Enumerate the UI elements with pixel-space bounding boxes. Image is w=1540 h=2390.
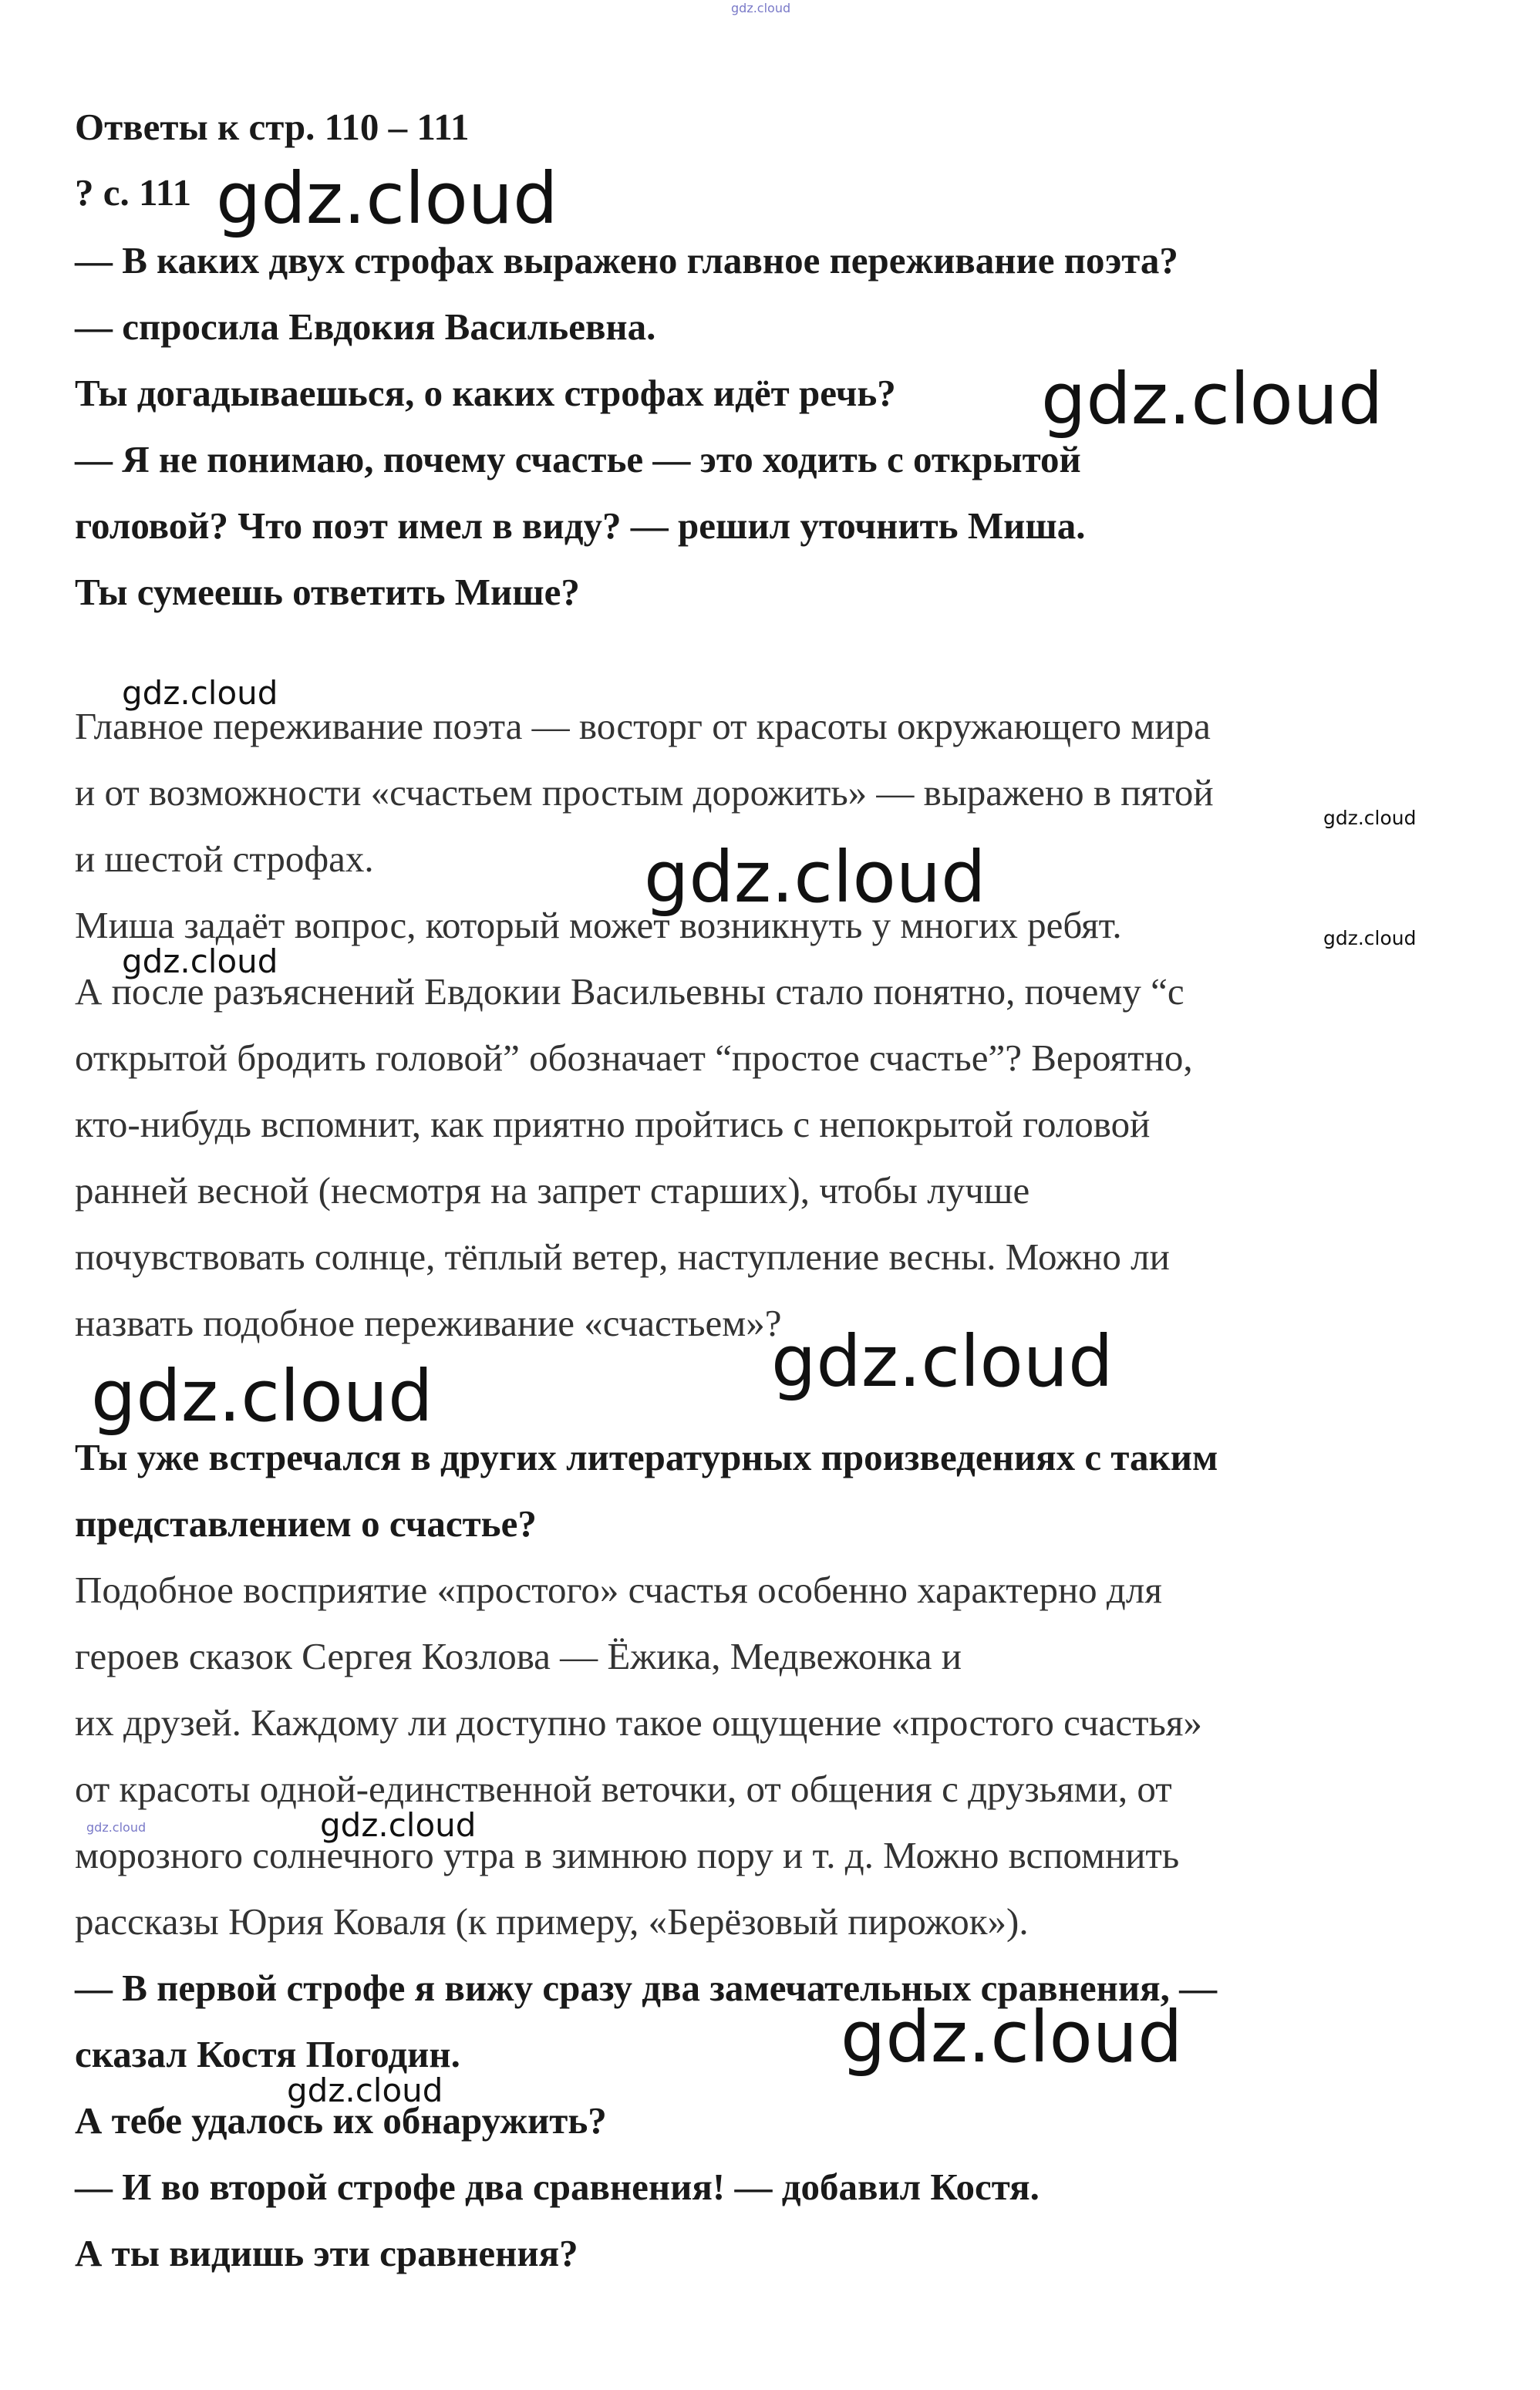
watermark: gdz.cloud: [771, 1320, 1114, 1403]
watermark: gdz.cloud: [86, 1820, 147, 1835]
watermark: gdz.cloud: [320, 1806, 477, 1844]
question-line: Ты сумеешь ответить Мише?: [75, 571, 580, 613]
question-line: головой? Что поэт имел в виду? — решил уточнить Миша.: [75, 504, 1086, 547]
watermark: gdz.cloud: [216, 157, 558, 240]
watermark: gdz.cloud: [1041, 358, 1383, 440]
watermark: gdz.cloud: [91, 1355, 433, 1438]
answer-line: кто-нибудь вспомнит, как приятно пройтись с непокрытой головой: [75, 1103, 1151, 1145]
answer-line: и от возможности «счастьем простым дорожить» — выражено в пятой: [75, 771, 1214, 814]
watermark: gdz.cloud: [841, 1996, 1183, 2078]
answer-line: их друзей. Каждому ли доступно такое ощущение «простого счастья»: [75, 1701, 1202, 1744]
answer-line: от красоты одной-единственной веточки, от общения с друзьями, от: [75, 1768, 1172, 1810]
watermark: gdz.cloud: [731, 1, 791, 15]
answer-line: почувствовать солнце, тёплый ветер, наступление весны. Можно ли: [75, 1235, 1170, 1278]
watermark: gdz.cloud: [644, 836, 986, 919]
question-line: — В каких двух строфах выражено главное переживание поэта?: [75, 239, 1178, 281]
watermark: gdz.cloud: [122, 674, 278, 712]
watermark: gdz.cloud: [1323, 807, 1417, 829]
answer-line: ранней весной (несмотря на запрет старших), чтобы лучше: [75, 1169, 1030, 1212]
question-line: А ты видишь эти сравнения?: [75, 2232, 578, 2274]
page-title: Ответы к стр. 110 – 111: [75, 106, 470, 148]
answer-line: героев сказок Сергея Козлова — Ёжика, Медвежонка и: [75, 1635, 962, 1677]
answer-line: назвать подобное переживание «счастьем»?: [75, 1302, 782, 1344]
answer-line: открытой бродить головой” обозначает “простое счастье”? Вероятно,: [75, 1037, 1193, 1079]
question-line: представлением о счастье?: [75, 1502, 537, 1545]
question-reference: ? с. 111: [75, 171, 192, 214]
question-line: Ты догадываешься, о каких строфах идёт речь?: [75, 372, 896, 414]
watermark: gdz.cloud: [1323, 927, 1417, 949]
answer-line: Миша задаёт вопрос, который может возникнуть у многих ребят.: [75, 904, 1122, 946]
answer-line: А после разъяснений Евдокии Васильевны стало понятно, почему “с: [75, 970, 1184, 1013]
question-line: сказал Костя Погодин.: [75, 2033, 460, 2075]
watermark: gdz.cloud: [287, 2071, 443, 2109]
question-line: — Я не понимаю, почему счастье — это ходить с открытой: [75, 438, 1081, 480]
answer-line: рассказы Юрия Коваля (к примеру, «Берёзовый пирожок»).: [75, 1900, 1029, 1943]
answer-line: и шестой строфах.: [75, 838, 374, 880]
question-line: — В первой строфе я вижу сразу два замечательных сравнения, —: [75, 1967, 1218, 2009]
answer-line: Подобное восприятие «простого» счастья особенно характерно для: [75, 1569, 1162, 1611]
question-line: — И во второй строфе два сравнения! — добавил Костя.: [75, 2166, 1040, 2208]
question-line: — спросила Евдокия Васильевна.: [75, 305, 656, 348]
watermark: gdz.cloud: [122, 942, 278, 980]
answer-line: морозного солнечного утра в зимнюю пору и т. д. Можно вспомнить: [75, 1834, 1180, 1876]
answer-line: Главное переживание поэта — восторг от красоты окружающего мира: [75, 705, 1211, 747]
question-line: А тебе удалось их обнаружить?: [75, 2099, 607, 2142]
question-line: Ты уже встречался в других литературных произведениях с таким: [75, 1436, 1218, 1478]
